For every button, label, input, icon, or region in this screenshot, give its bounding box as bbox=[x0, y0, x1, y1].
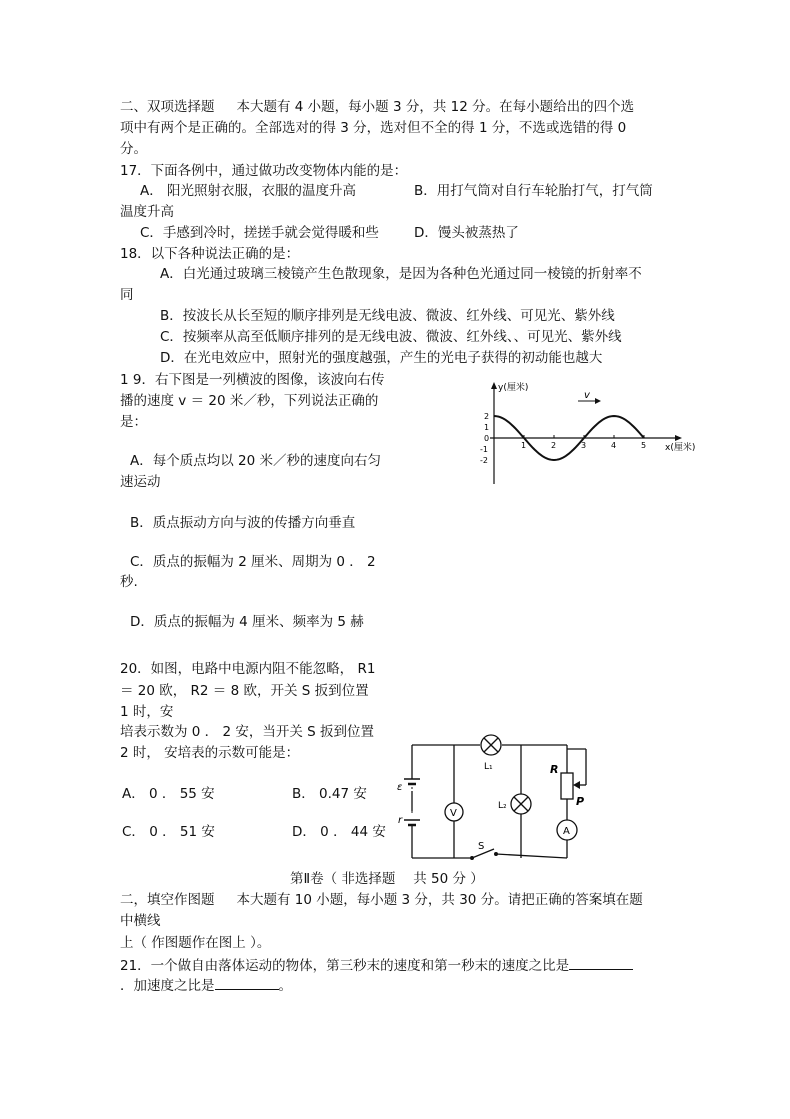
section-desc-line: 项中有两个是正确的。全部选对的得 3 分，选对但不全的得 1 分，不选或选错的得 0 bbox=[120, 120, 627, 136]
part-2-heading bbox=[120, 891, 643, 909]
question-21-line-1 bbox=[120, 955, 633, 975]
ammeter-icon bbox=[557, 820, 577, 840]
x-tick-label: 5 bbox=[641, 441, 647, 450]
part-2-heading-title: 二，填空作图题 bbox=[120, 892, 215, 908]
part-2-desc: 本大题有 10 小题，每小题 3 分，共 30 分。请把正确的答案填在题 bbox=[236, 892, 643, 908]
question-21-text: 21．一个做自由落体运动的物体，第三秒末的速度和第一秒末的速度之比是 bbox=[120, 958, 570, 974]
question-21-line-2 bbox=[120, 975, 292, 995]
y-tick-label: 0 bbox=[484, 434, 490, 443]
x-tick-label: 3 bbox=[581, 441, 587, 450]
question-18-option-a: A．白光通过玻璃三棱镜产生色散现象，是因为各种色光通过同一棱镜的折射率不 bbox=[160, 266, 642, 282]
part-2-title: 第Ⅱ卷（ 非选择题 共 50 分 ） bbox=[290, 871, 484, 887]
question-20-stem: 培表示数为 0 ． 2 安，当开关 S 扳到位置 bbox=[120, 724, 374, 740]
lamp-l1-label: L₁ bbox=[484, 762, 493, 772]
slider-label: P bbox=[576, 795, 585, 808]
question-18-option-b: B．按波长从长至短的顺序排列是无线电波、微波、红外线、可见光、紫外线 bbox=[160, 308, 615, 324]
question-17-option-a: A． 阳光照射衣服，衣服的温度升高 bbox=[140, 183, 357, 199]
question-19-option-d: D．质点的振幅为 4 厘米、频率为 5 赫 bbox=[130, 614, 364, 630]
question-20-stem: 1 时，安 bbox=[120, 704, 174, 720]
circuit-diagram bbox=[392, 733, 588, 863]
question-17-option-c: C．手感到冷时，搓搓手就会觉得暖和些 bbox=[140, 225, 379, 241]
question-19-stem: 1 9．右下图是一列横波的图像，该波向右传 bbox=[120, 372, 385, 388]
question-20-option-b: B． 0.47 安 bbox=[292, 786, 367, 802]
y-tick-label: 1 bbox=[484, 423, 490, 432]
y-tick-label: -2 bbox=[480, 456, 488, 465]
voltmeter-label: V bbox=[450, 808, 457, 819]
question-19-option-c: C．质点的振幅为 2 厘米、周期为 0 ． 2 bbox=[130, 554, 376, 570]
voltmeter-icon bbox=[445, 803, 463, 821]
question-19-option-c-cont: 秒. bbox=[120, 574, 138, 590]
question-17-option-b-cont: 温度升高 bbox=[120, 204, 174, 220]
question-18-option-a-cont: 同 bbox=[120, 287, 134, 303]
question-18-option-c: C．按频率从高至低顺序排列的是无线电波、微波、红外线、、可见光、紫外线 bbox=[160, 329, 622, 345]
question-19-stem: 播的速度 v ＝ 20 米／秒，下列说法正确的 bbox=[120, 393, 379, 409]
question-20-option-d: D． 0 ． 44 安 bbox=[292, 824, 386, 840]
lamp-l1-icon bbox=[481, 735, 501, 755]
y-tick-label: -1 bbox=[480, 445, 488, 454]
question-19-option-b: B．质点振动方向与波的传播方向垂直 bbox=[130, 515, 356, 531]
question-17-option-d: D．馒头被蒸热了 bbox=[414, 225, 519, 241]
part-2-desc-line: 中横线 bbox=[120, 913, 161, 929]
question-20-stem: ＝ 20 欧， R2 ＝ 8 欧，开关 S 扳到位置 bbox=[120, 683, 369, 699]
velocity-label: v bbox=[584, 390, 590, 401]
section-desc: 本大题有 4 小题，每小题 3 分，共 12 分。在每小题给出的四个选 bbox=[236, 99, 635, 115]
x-tick-label: 4 bbox=[611, 441, 617, 450]
answer-blank-2[interactable] bbox=[215, 975, 279, 990]
switch-label: S bbox=[478, 841, 485, 852]
question-17-option-b: B．用打气筒对自行车轮胎打气，打气筒 bbox=[414, 183, 653, 199]
question-20-stem: 2 时， 安培表的示数可能是： bbox=[120, 745, 300, 761]
ammeter-label: A bbox=[563, 826, 570, 837]
section-heading bbox=[120, 98, 634, 116]
rheostat-icon bbox=[561, 773, 573, 799]
rheostat-label: R bbox=[550, 763, 559, 776]
lamp-l2-label: L₂ bbox=[498, 801, 507, 811]
velocity-arrowhead bbox=[595, 398, 601, 404]
section-title: 二、双项选择题 bbox=[120, 99, 215, 115]
question-18-option-d: D．在光电效应中，照射光的强度越强，产生的光电子获得的初动能也越大 bbox=[160, 350, 603, 366]
emf-label: ε bbox=[397, 782, 403, 793]
y-axis-label: y(厘米) bbox=[498, 383, 529, 393]
question-21-text: ．加速度之比是 bbox=[120, 978, 215, 994]
question-19-option-a: A．每个质点均以 20 米／秒的速度向右匀 bbox=[130, 453, 381, 469]
wave-graph bbox=[470, 378, 700, 490]
x-axis-label: x(厘米) bbox=[665, 443, 696, 453]
question-20-option-c: C． 0 ． 51 安 bbox=[122, 824, 215, 840]
question-20-stem: 20．如图，电路中电源内阻不能忽略， R1 bbox=[120, 661, 376, 677]
question-21-end: 。 bbox=[278, 978, 292, 994]
lamp-l2-icon bbox=[511, 794, 531, 814]
part-2-desc-line: 上（ 作图题作在图上 ）。 bbox=[120, 935, 271, 951]
y-tick-label: 2 bbox=[484, 412, 490, 421]
question-20-option-a: A． 0 ． 55 安 bbox=[122, 786, 215, 802]
x-axis-arrow bbox=[675, 435, 682, 441]
question-17-stem: 17．下面各例中，通过做功改变物体内能的是： bbox=[120, 163, 408, 179]
question-18-stem: 18．以下各种说法正确的是： bbox=[120, 246, 300, 262]
internal-resistance-label: r bbox=[398, 815, 403, 826]
section-desc-line: 分。 bbox=[120, 141, 147, 157]
question-19-option-a-cont: 速运动 bbox=[120, 474, 161, 490]
answer-blank-1[interactable] bbox=[569, 955, 633, 970]
x-tick-label: 2 bbox=[551, 441, 557, 450]
slider-arrow-icon bbox=[573, 781, 580, 789]
y-axis-arrow bbox=[491, 382, 497, 389]
x-tick-label: 1 bbox=[521, 441, 527, 450]
question-19-stem: 是： bbox=[120, 414, 147, 430]
